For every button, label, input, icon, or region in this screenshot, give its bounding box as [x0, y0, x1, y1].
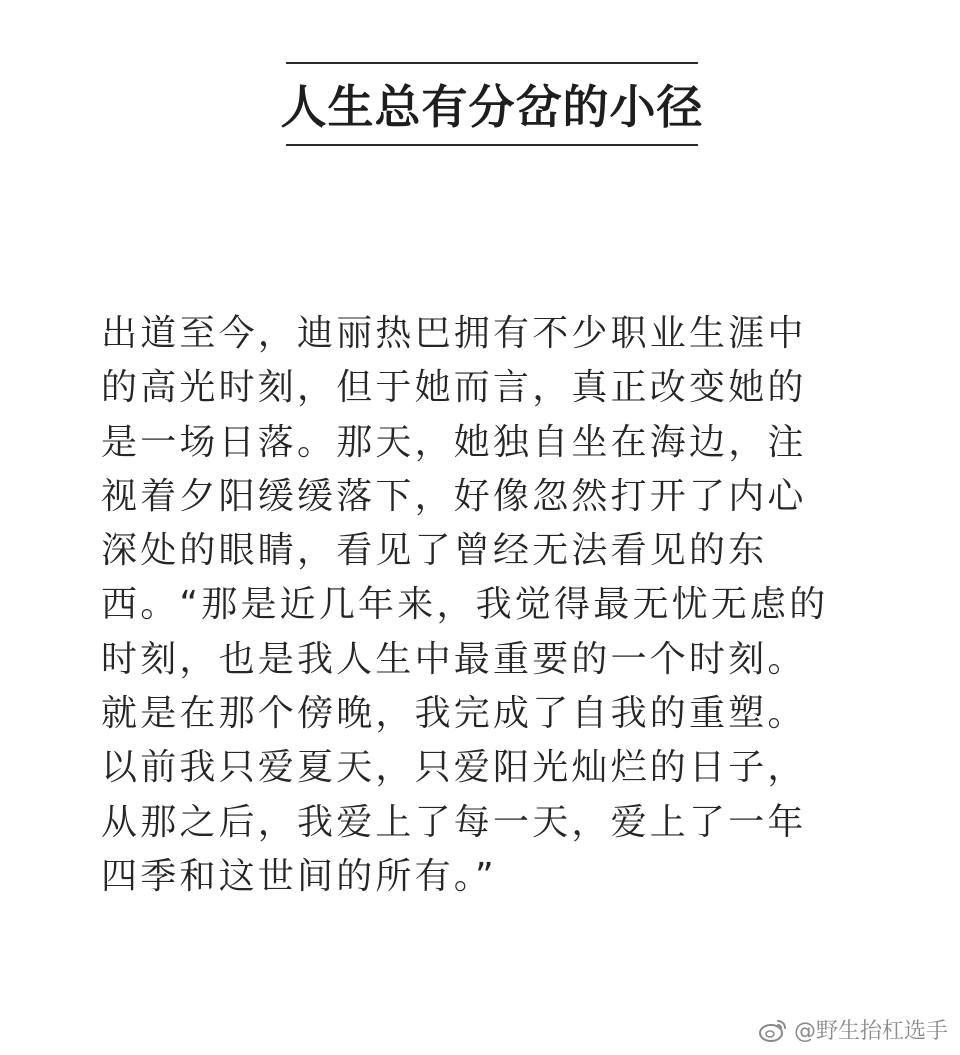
page-title: 人生总有分岔的小径	[280, 80, 704, 134]
weibo-icon	[758, 1017, 788, 1043]
body-line: 西。“那是近几年来，我觉得最无忧无虑的	[101, 584, 829, 626]
title-banner	[280, 62, 704, 146]
body-line: 以前我只爱夏天，只爱阳光灿烂的日子，	[101, 747, 807, 789]
body-line: 视着夕阳缓缓落下，好像忽然打开了内心	[101, 475, 807, 517]
body-line: 就是在那个傍晚，我完成了自我的重塑。	[101, 693, 807, 735]
watermark-text: @野生抬杠选手	[793, 1019, 948, 1044]
body-line: 的高光时刻，但于她而言，真正改变她的	[101, 367, 807, 409]
article-body	[101, 307, 881, 904]
body-line: 是一场日落。那天，她独自坐在海边，注	[101, 421, 807, 463]
weibo-watermark	[758, 1014, 948, 1045]
body-line: 时刻，也是我人生中最重要的一个时刻。	[101, 638, 807, 680]
body-line: 四季和这世间的所有。”	[101, 855, 497, 897]
body-line: 从那之后，我爱上了每一天，爱上了一年	[101, 801, 807, 843]
body-line: 深处的眼睛，看见了曾经无法看见的东	[101, 530, 768, 572]
body-line: 出道至今，迪丽热巴拥有不少职业生涯中	[101, 313, 807, 354]
